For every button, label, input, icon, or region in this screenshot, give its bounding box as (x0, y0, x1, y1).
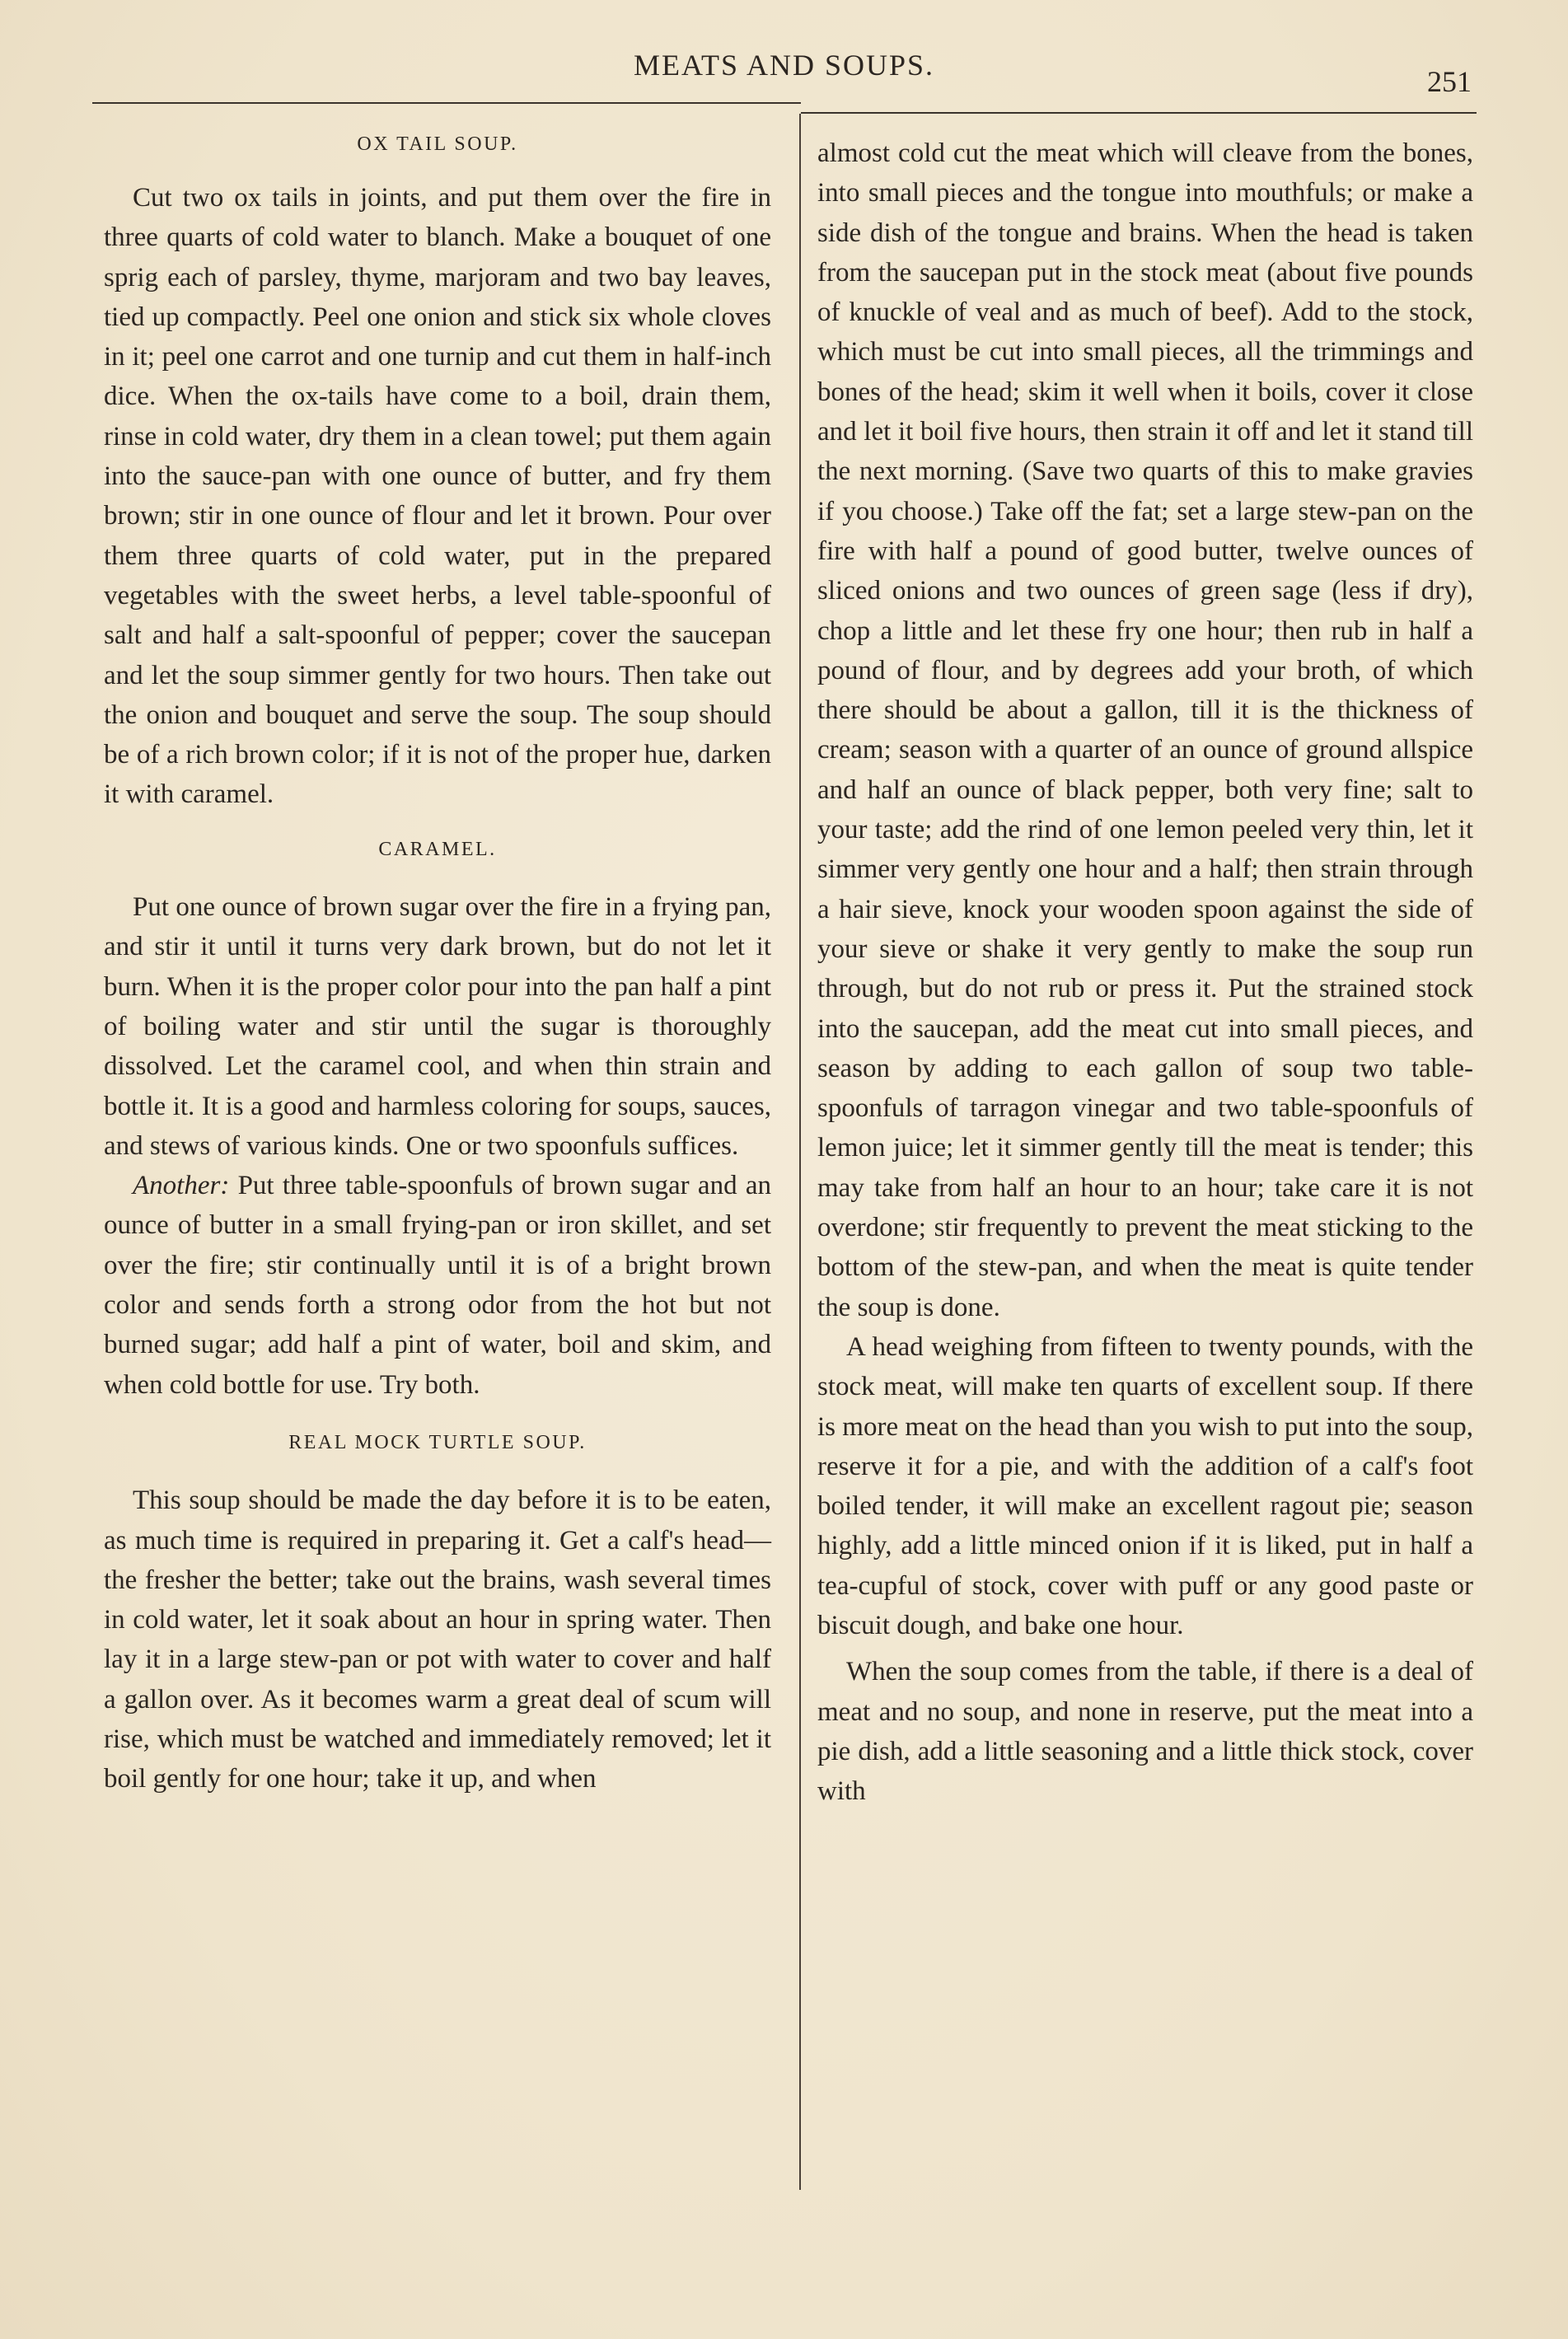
mock-turtle-soup-heading: REAL MOCK TURTLE SOUP. (288, 1431, 587, 1453)
mock-turtle-soup-paragraph: This soup should be made the day before it is to be eaten, as much time is required in preparing it. Get a calf's head—the fresher the better; take out the brains, wash several times in cold water, let it soak about an hour in spring water. Then lay it in a large stew-pan or pot with water to cover and half a gallon over. As it becomes warm a great deal of scum will rise, which must be watched and immediately removed; let it boil gently for one hour; take it up, and when (104, 1485, 771, 1794)
caramel-heading: CARAMEL. (378, 838, 497, 860)
column-divider (799, 114, 801, 2190)
header-rule-right (801, 112, 1477, 114)
leftover-meat-paragraph: When the soup comes from the table, if there is a deal of meat and no soup, and none in reserve, put the meat into a pie dish, add a little seasoning and a little thick stock, cover with (817, 1657, 1473, 1807)
another-label: Another: (133, 1171, 230, 1201)
ox-tail-soup-heading: OX TAIL SOUP. (357, 133, 518, 155)
continued-paragraph: almost cold cut the meat which will cleave from the bones, into small pieces and the tongue into mouthfuls; or make a side dish of the tongue and brains. When the head is taken from the saucepan put in the stock meat (about five pounds of knuckle of veal and as much of beef). Add to the stock, which must be cut into small pieces, all the trimmings and bones of the head; skim it well when it boils, cover it close and let it boil five hours, then strain it off and let it stand till the next morning. (Save two quarts of this to make gravies if you choose.) Take off the fat; set a large stew-pan on the fire with half a pound of good butter, twelve ounces of sliced onions and two ounces of green sage (less if dry), chop a little and let these fry one hour; then rub in half a pound of flour, and by degrees add your broth, of which there should be about a gallon, till it is the thickness of cream; season with a quarter of an ounce of ground allspice and half an ounce of black pepper, both very fine; salt to your taste; add the rind of one lemon peeled very thin, let it simmer very gently one hour and a half; then strain through a hair sieve, knock your wooden spoon against the side of your sieve or shake it very gently to make the soup run through, but do not rub or press it. Put the strained stock into the saucepan, add the meat cut into small pieces, and season by adding to each gallon of soup two table-spoonfuls of tarragon vinegar and two table-spoonfuls of lemon juice; let it simmer gently till the meat is tender; this may take from half an hour to an hour; take care it is not overdone; stir frequently to prevent the meat sticking to the bottom of the stew-pan, and when the meat is quite tender the soup is done. (817, 138, 1473, 1322)
header-rule-left (92, 102, 801, 104)
running-head: MEATS AND SOUPS. (633, 49, 935, 82)
another-text: Put three table-spoonfuls of brown sugar and an ounce of butter in a small frying-pan or iron skillet, and set over the fire; stir continually until it is of a bright brown color and sends forth a strong odor from the hot but not burned sugar; add half a pint of water, boil and skim, and when cold bottle for use. Try both. (104, 1171, 771, 1400)
caramel-paragraph: Put one ounce of brown sugar over the fire in a frying pan, and stir it until it turns very dark brown, but do not let it burn. When it is the proper color pour into the pan half a pint of boiling water and stir until the sugar is thoroughly dissolved. Let the caramel cool, and when thin strain and bottle it. It is a good and harmless coloring for soups, sauces, and stews of various kinds. One or two spoonfuls suffices. (104, 892, 771, 1161)
page-number: 251 (1427, 65, 1472, 98)
head-weight-paragraph: A head weighing from fifteen to twenty pounds, with the stock meat, will make ten quarts of excellent soup. If there is more meat on the head than you wish to put into the soup, reserve it for a pie, and with the addition of a calf's foot boiled tender, it will make an excellent ragout pie; season highly, add a little minced onion if it is liked, put in half a tea-cupful of stock, cover with puff or any good paste or biscuit dough, and bake one hour. (817, 1331, 1473, 1640)
left-column (104, 178, 771, 1799)
caramel-another-paragraph (104, 1166, 771, 1405)
ox-tail-soup-paragraph: Cut two ox tails in joints, and put them over the fire in three quarts of cold water to blanch. Make a bouquet of one sprig each of parsley, thyme, marjoram and two bay leaves, tied up compactly. Peel one onion and stick six whole cloves in it; peel one carrot and one turnip and cut them in half-inch dice. When the ox-tails have come to a boil, drain them, rinse in cold water, dry them in a clean towel; put them again into the sauce-pan with one ounce of butter, and fry them brown; stir in one ounce of flour and let it brown. Pour over them three quarts of cold water, put in the prepared vegetables with the sweet herbs, a level table-spoonful of salt and half a salt-spoonful of pepper; cover the saucepan and let the soup simmer gently for two hours. Then take out the onion and bouquet and serve the soup. The soup should be of a rich brown color; if it is not of the proper hue, darken it with caramel. (104, 183, 771, 810)
right-column (817, 133, 1473, 1811)
